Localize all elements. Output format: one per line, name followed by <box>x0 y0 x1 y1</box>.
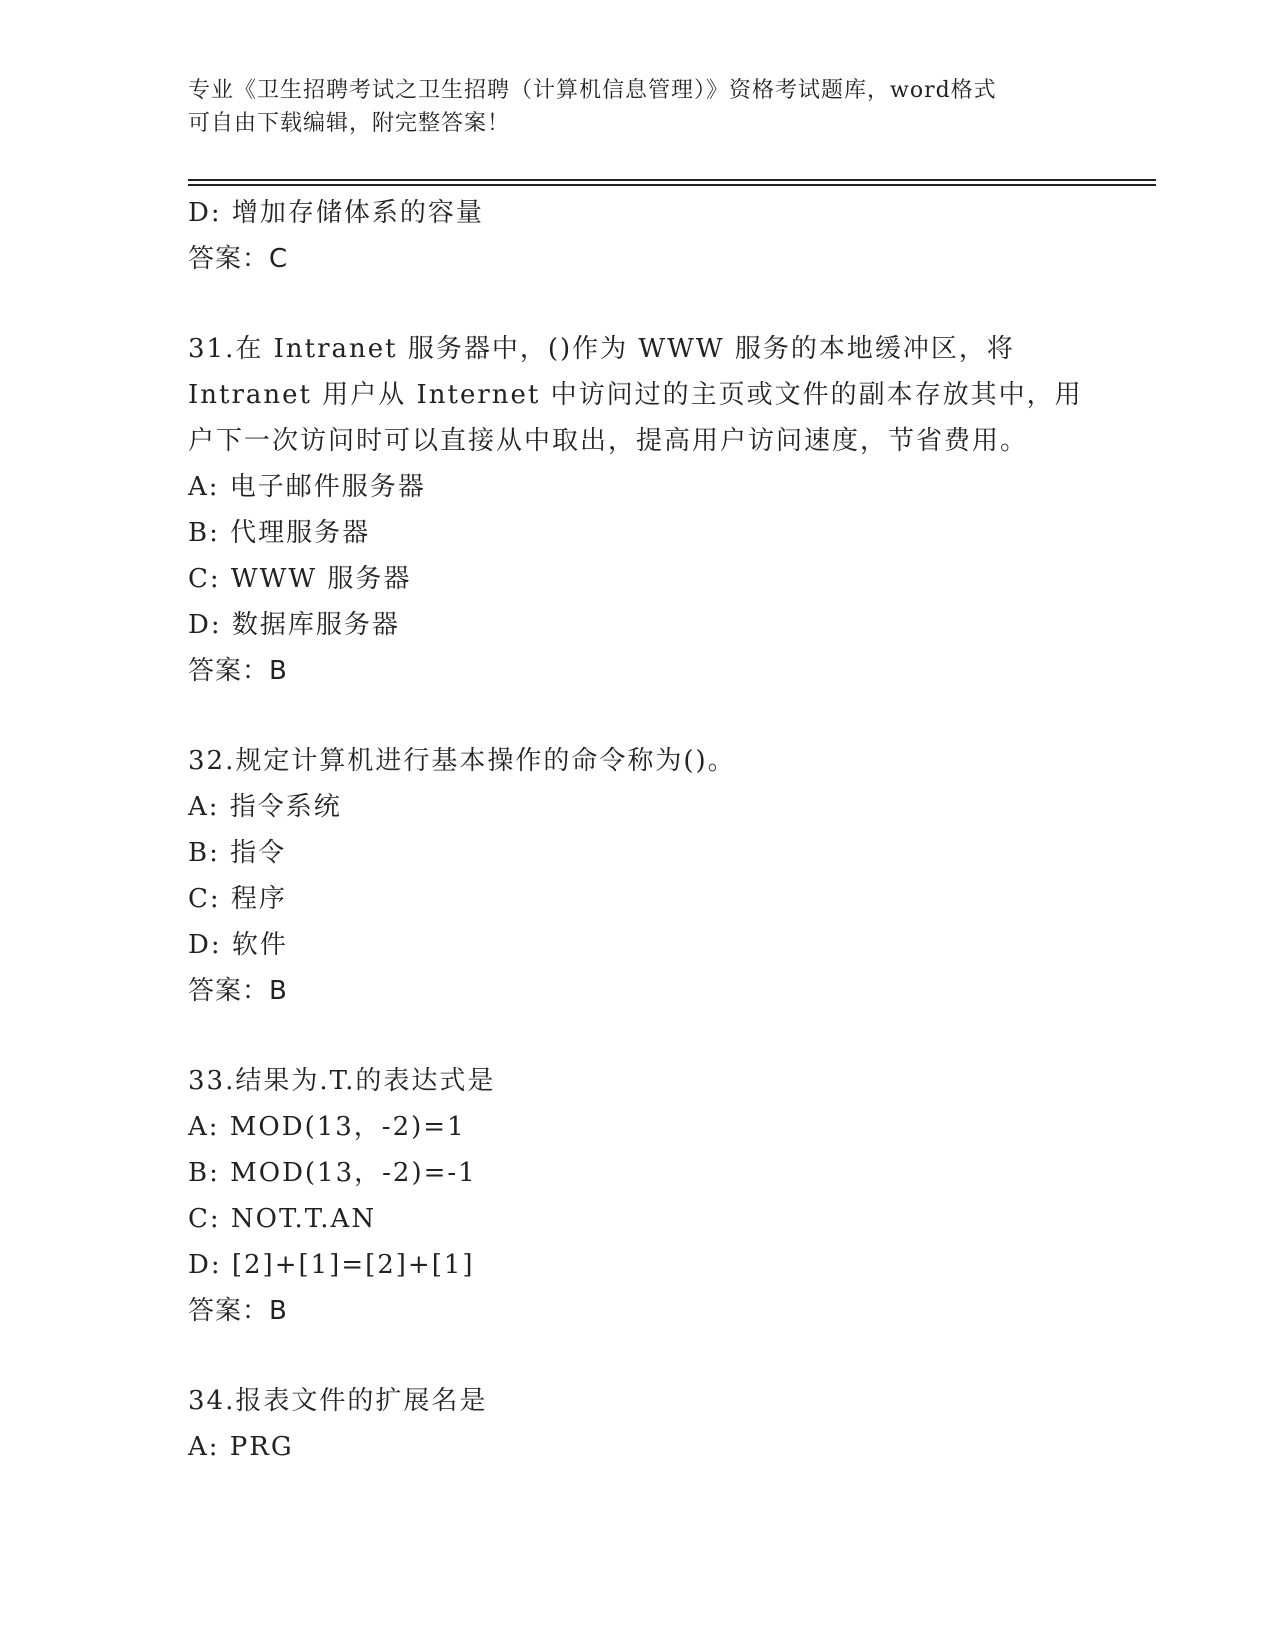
header-divider-bottom <box>188 184 1156 186</box>
question-33 <box>188 1058 1108 1334</box>
option-a: A: PRG <box>188 1432 294 1462</box>
header-divider-top <box>188 179 1156 181</box>
spacer <box>188 282 1108 326</box>
option-b: B: 指令 <box>188 838 287 868</box>
question-34 <box>188 1378 1108 1470</box>
question-31 <box>188 326 1108 694</box>
question-32 <box>188 738 1108 1014</box>
answer-line: 答案：C <box>188 244 289 274</box>
option-c: C: NOT.T.AN <box>188 1204 377 1234</box>
question-stem-line: 34.报表文件的扩展名是 <box>188 1386 488 1416</box>
option-a: A: 电子邮件服务器 <box>188 472 426 502</box>
question-stem-line: 户下一次访问时可以直接从中取出，提高用户访问速度，节省费用。 <box>188 426 1029 456</box>
question-stem-line: 31.在 Intranet 服务器中，()作为 WWW 服务的本地缓冲区，将 <box>188 334 1015 364</box>
option-d: D: 数据库服务器 <box>188 610 400 640</box>
document-header <box>188 74 1088 140</box>
option-d: D: 增加存储体系的容量 <box>188 198 484 228</box>
option-b: B: MOD(13，-2)=-1 <box>188 1158 477 1188</box>
answer-line: 答案：B <box>188 656 288 686</box>
answer-line: 答案：B <box>188 976 288 1006</box>
answer-line: 答案：B <box>188 1296 288 1326</box>
question-content <box>188 190 1108 1470</box>
option-d: D: [2]+[1]=[2]+[1] <box>188 1250 475 1280</box>
question-stem-line: 32.规定计算机进行基本操作的命令称为()。 <box>188 746 736 776</box>
option-a: A: MOD(13，-2)=1 <box>188 1112 466 1142</box>
option-c: C: WWW 服务器 <box>188 564 412 594</box>
option-c: C: 程序 <box>188 884 287 914</box>
option-b: B: 代理服务器 <box>188 518 371 548</box>
spacer <box>188 1334 1108 1378</box>
header-line-1: 专业《卫生招聘考试之卫生招聘（计算机信息管理）》资格考试题库，word格式 <box>188 78 997 103</box>
header-line-2: 可自由下载编辑，附完整答案！ <box>188 111 511 136</box>
spacer <box>188 694 1108 738</box>
option-a: A: 指令系统 <box>188 792 342 822</box>
spacer <box>188 1014 1108 1058</box>
option-d: D: 软件 <box>188 930 288 960</box>
question-stem-line: 33.结果为.T.的表达式是 <box>188 1066 496 1096</box>
question-stem-line: Intranet 用户从 Internet 中访问过的主页或文件的副本存放其中，用 <box>188 380 1083 410</box>
